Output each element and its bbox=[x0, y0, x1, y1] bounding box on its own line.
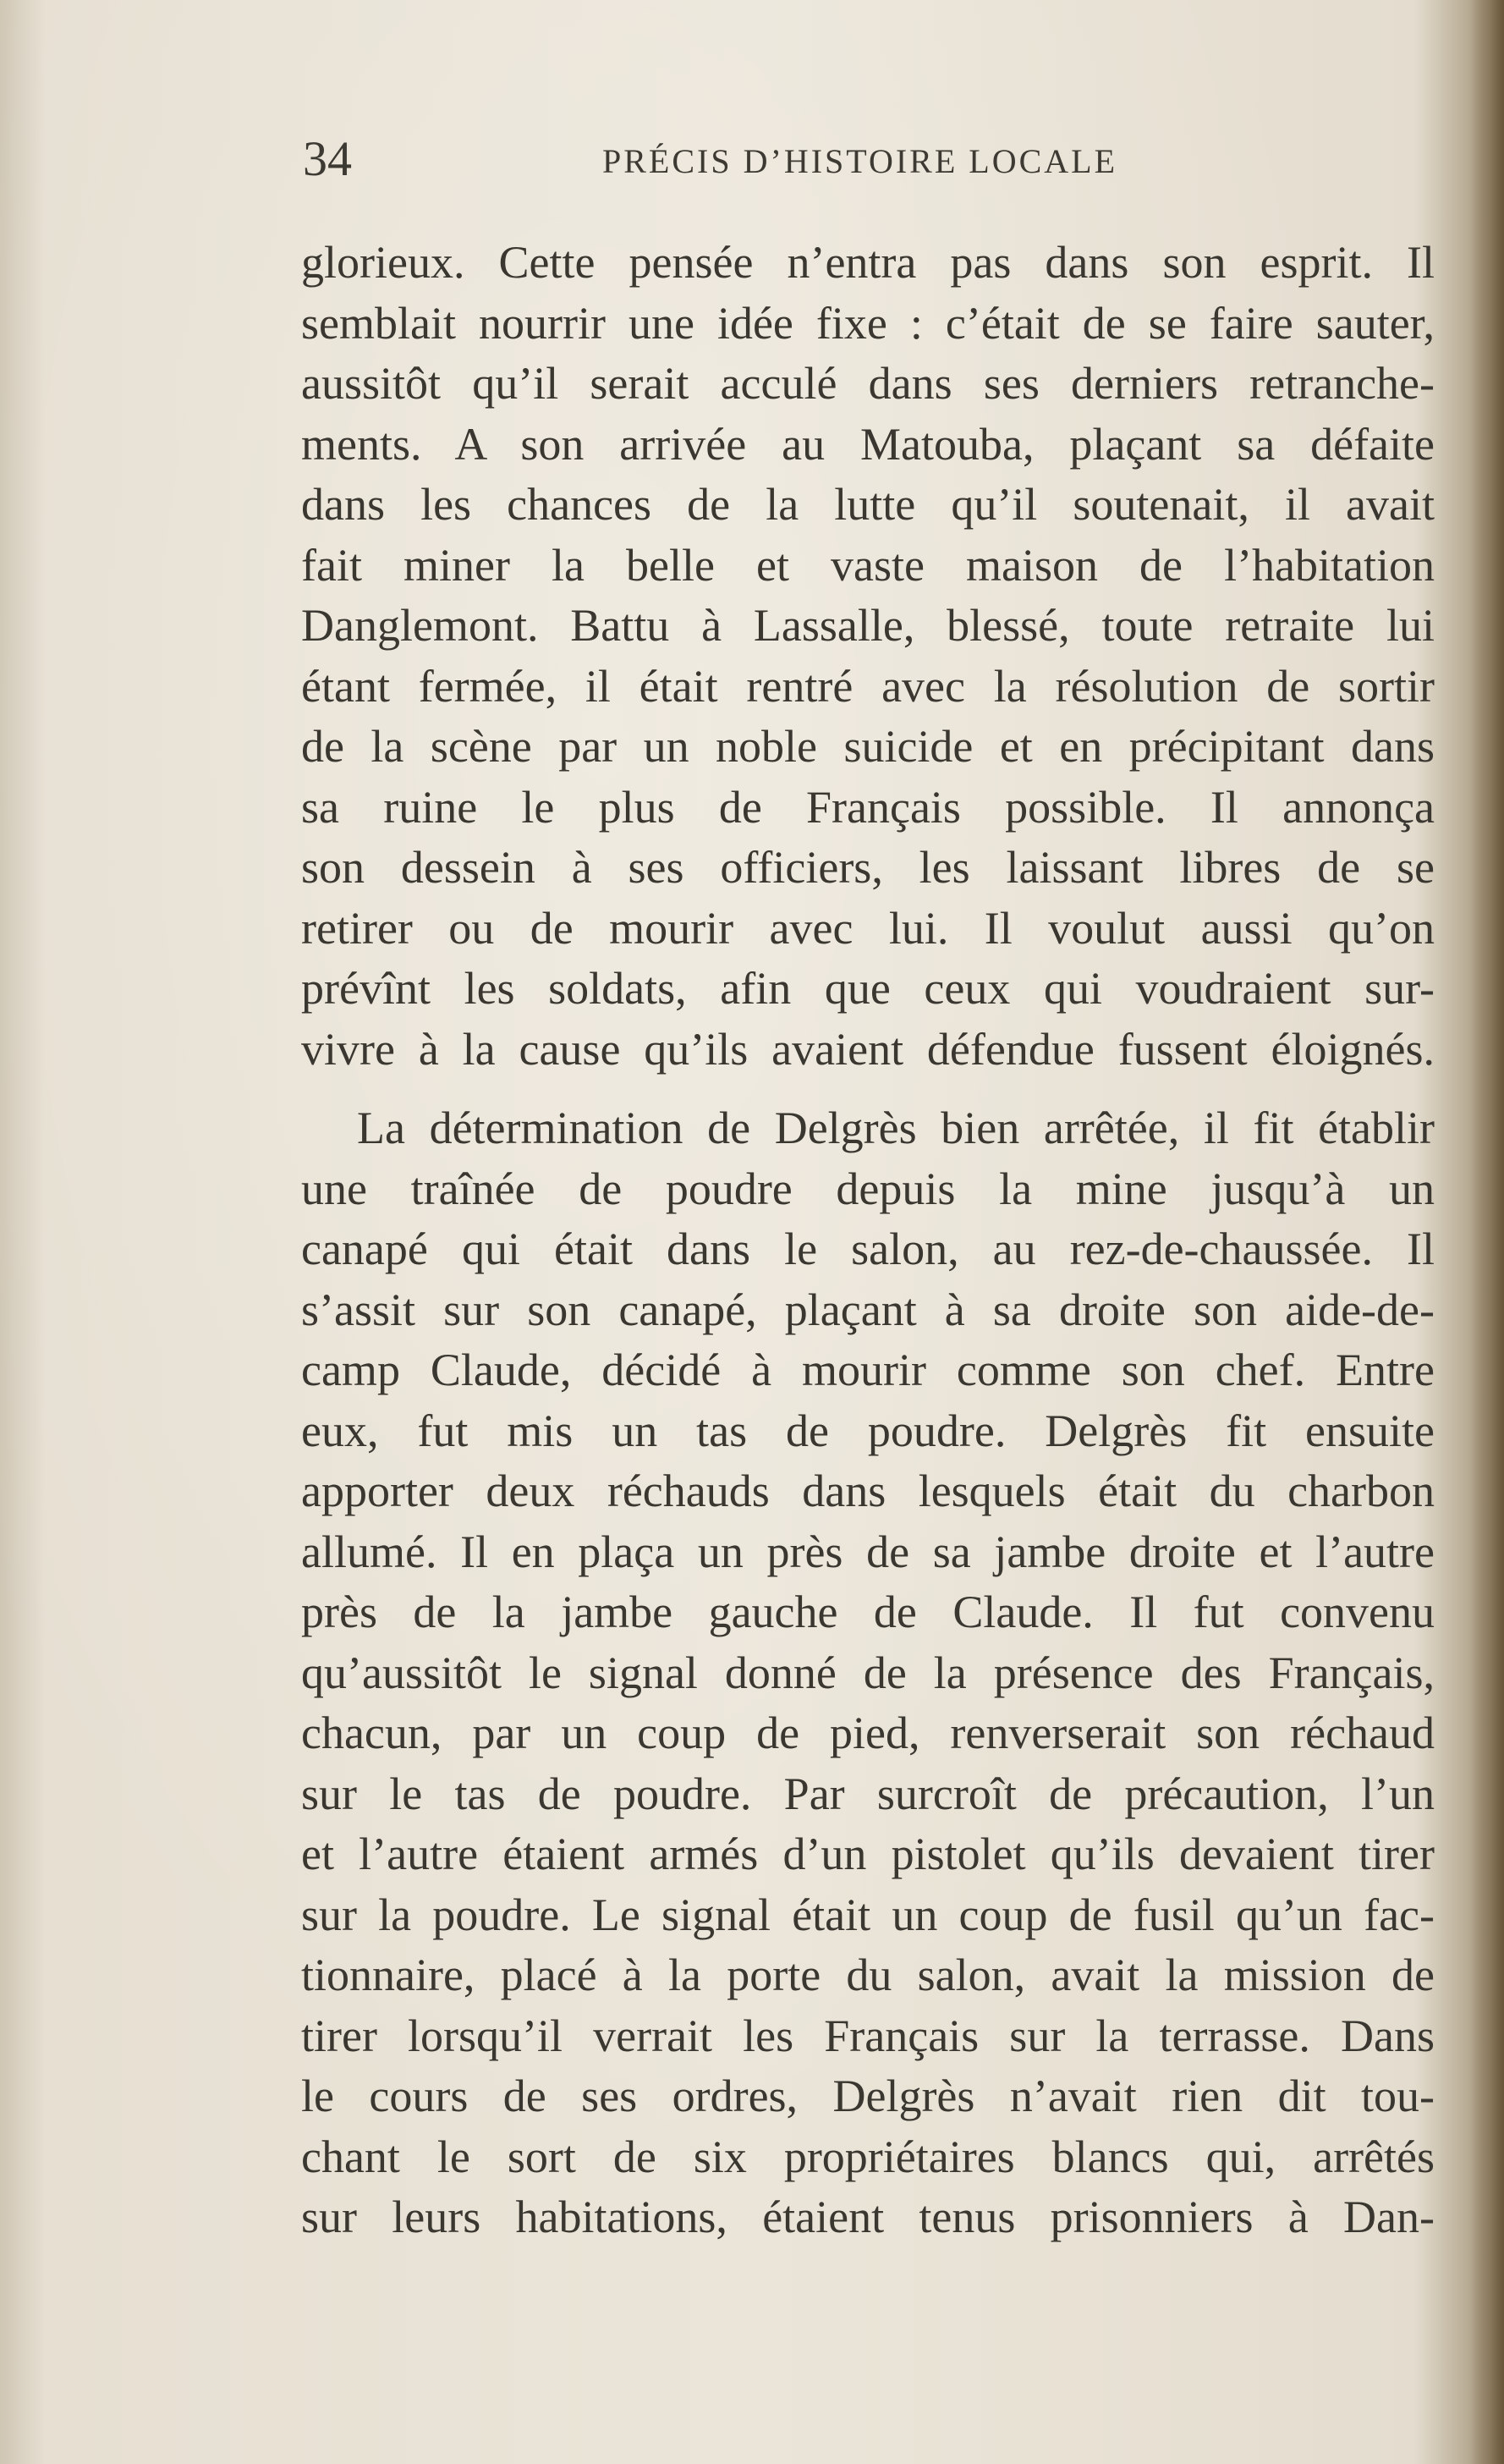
text-line: étant fermée, il était rentré avec la résolution de sortir bbox=[301, 660, 1435, 712]
text-line: qu’aussitôt le signal donné de la présence des Français, bbox=[301, 1647, 1435, 1698]
text-line: sa ruine le plus de Français possible. Il annonça bbox=[301, 781, 1435, 833]
text-line: le cours de ses ordres, Delgrès n’avait rien dit tou- bbox=[301, 2071, 1435, 2121]
text-line: allumé. Il en plaça un près de sa jambe droite et l’autre bbox=[301, 1526, 1435, 1577]
text-line: canapé qui était dans le salon, au rez-de-chaussée. Il bbox=[301, 1224, 1435, 1274]
text-line: tirer lorsqu’il verrait les Français sur la terrasse. Dans bbox=[301, 2010, 1435, 2061]
text-line: fait miner la belle et vaste maison de l’habitation bbox=[301, 539, 1435, 591]
text-line: ments. A son arrivée au Matouba, plaçant sa défaite bbox=[301, 418, 1435, 470]
text-line: s’assit sur son canapé, plaçant à sa droite son aide-de- bbox=[301, 1284, 1435, 1335]
text-line: tionnaire, placé à la porte du salon, avait la mission de bbox=[301, 1950, 1435, 2000]
running-title: PRÉCIS D’HISTOIRE LOCALE bbox=[602, 142, 1118, 180]
text-line: eux, fut mis un tas de poudre. Delgrès fit ensuite bbox=[301, 1405, 1435, 1456]
page-number: 34 bbox=[303, 131, 352, 186]
paragraph-gap bbox=[301, 1080, 1435, 1098]
text-line: sur la poudre. Le signal était un coup de fusil qu’un fac- bbox=[301, 1889, 1435, 1940]
page-edge-shadow bbox=[1470, 0, 1504, 2464]
text-line: vivre à la cause qu’ils avaient défendue fussent éloignés. bbox=[301, 1023, 1435, 1075]
text-line: dans les chances de la lutte qu’il soutenait, il avait bbox=[301, 479, 1435, 530]
paragraph bbox=[301, 233, 1435, 1080]
text-line: et l’autre étaient armés d’un pistolet qu’ils devaient tirer bbox=[301, 1829, 1435, 1879]
text-line: sur leurs habitations, étaient tenus prisonniers à Dan- bbox=[301, 2192, 1435, 2242]
page-header bbox=[303, 131, 1436, 186]
text-line: chant le sort de six propriétaires blancs qui, arrêtés bbox=[301, 2131, 1435, 2182]
text-line: son dessein à ses officiers, les laissant libres de se bbox=[301, 842, 1435, 893]
text-line: semblait nourrir une idée fixe : c’était de se faire sauter, bbox=[301, 297, 1435, 349]
text-line: de la scène par un noble suicide et en précipitant dans bbox=[301, 721, 1435, 772]
text-line: sur le tas de poudre. Par surcroît de précaution, l’un bbox=[301, 1768, 1435, 1819]
paragraph bbox=[301, 1098, 1435, 2248]
body-text bbox=[301, 233, 1435, 2248]
text-line: glorieux. Cette pensée n’entra pas dans son esprit. Il bbox=[301, 237, 1435, 288]
text-line: aussitôt qu’il serait acculé dans ses derniers retranche- bbox=[301, 358, 1435, 409]
text-line: retirer ou de mourir avec lui. Il voulut aussi qu’on bbox=[301, 902, 1435, 954]
text-line: une traînée de poudre depuis la mine jusqu’à un bbox=[301, 1163, 1435, 1214]
text-line: apporter deux réchauds dans lesquels était du charbon bbox=[301, 1466, 1435, 1516]
text-line: La détermination de Delgrès bien arrêtée, il fit établir bbox=[357, 1103, 1435, 1153]
text-line: près de la jambe gauche de Claude. Il fut convenu bbox=[301, 1587, 1435, 1637]
text-line: prévînt les soldats, afin que ceux qui voudraient sur- bbox=[301, 963, 1435, 1014]
text-line: chacun, par un coup de pied, renverserait son réchaud bbox=[301, 1708, 1435, 1758]
text-line: camp Claude, décidé à mourir comme son chef. Entre bbox=[301, 1345, 1435, 1395]
text-line: Danglemont. Battu à Lassalle, blessé, toute retraite lui bbox=[301, 600, 1435, 651]
